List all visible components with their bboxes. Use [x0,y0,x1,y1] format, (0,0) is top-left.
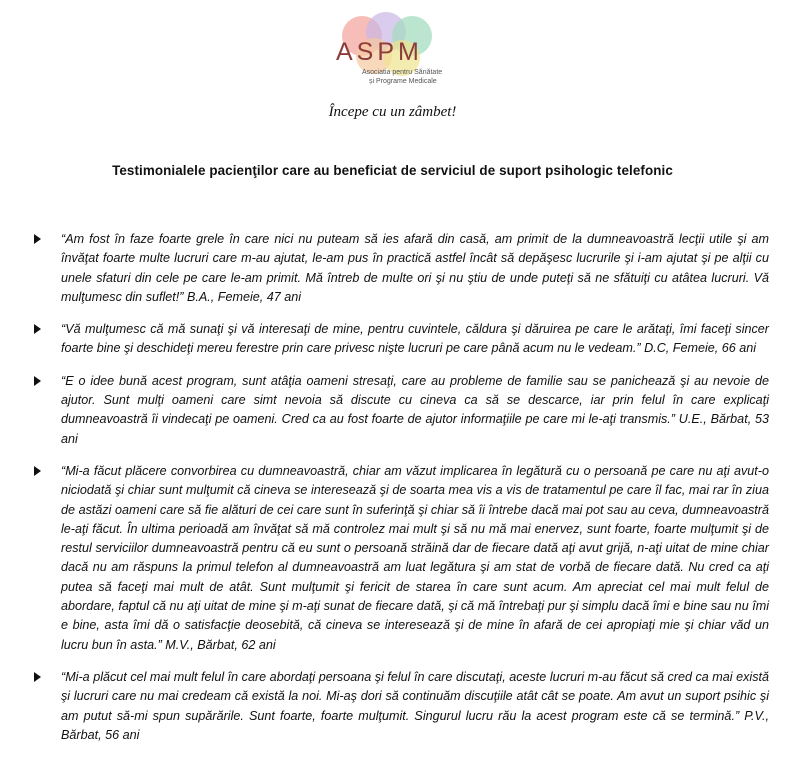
testimonial-text: “E o idee bună acest program, sunt atâţia oameni stresaţi, care au probleme de familie sau se panichează şi au nevoie de ajutor. Sunt mulţi oameni care simt nevoia să discute cu cineva ca să se descarce, iar prin felul în care explicaţi dumneavoastră îi vindecaţi pe oameni. Cred ca au fost foarte de ajutor informaţiile pe care mi le-aţi transmis.” U.E., Bărbat, 53 ani [61,373,769,446]
testimonial-item [34,372,769,449]
testimonial-item [34,230,769,307]
tagline: Începe cu un zâmbet! [328,104,457,120]
testimonial-text: “Mi-a plăcut cel mai mult felul în care abordaţi persoana şi felul în care discutaţi, aceste lucruri m-au făcut să cred ca mai există şi lucruri care nu mai credeam că există la noi. Mi-aş dori să continuăm discuţiile atât cât se poate. Am avut un suport psihic şi am putut să-mi spun supărările. Sunt foarte, foarte mulţumit. Singurul lucru rău la acest program este că se termină.” P.V., Bărbat, 56 ani [61,669,769,742]
testimonial-text: “Am fost în faze foarte grele în care nici nu puteam să ies afară din casă, am primit de la dumneavoastră lecţii utile şi am învăţat foarte multe lucruri care m-au ajutat, le-am pus în practică astfel încât să depăşesc lucrurile şi i-am ajutat şi pe alţii cu unele sfaturi din cele pe care le-am primit. Mă întreb de multe ori şi nu ştiu de unde puteţi să ne sfătuiţi cu atâtea lucruri. Vă mulţumesc din suflet!” B.A., Femeie, 47 ani [61,232,769,304]
svg-text:și Programe Medicale: și Programe Medicale [369,78,437,85]
testimonial-item [34,320,769,359]
testimonial-text: “Vă mulţumesc că mă sunaţi şi vă interesaţi de mine, pentru cuvintele, căldura şi dăruirea pe care le arătaţi, îmi faceţi sincer foarte bine şi deschideţi mereu ferestre prin care privesc nişte lucruri pe care până acum nu le vedeam.” D.C, Femeie, 66 ani [61,322,769,356]
arrow-bullet-icon [34,466,41,476]
testimonial-text: “Mi-a făcut plăcere convorbirea cu dumneavoastră, chiar am văzut implicarea în legătură cu o persoană pe care nu aţi avut-o niciodată şi chiar sunt mulţumit că cineva se interesează şi de soarta mea vis a vis de tratamentul pe care îl fac, mai rar în ziua de astăzi oameni care să fie alături de cei care sunt în suferinţă şi chiar să îi întrebe dacă mai pot sau au ceva, dumneavoastră le-aţi făcut. În ultima perioadă am învăţat să mă controlez mai mult şi să nu mă mai enervez, sunt foarte, foarte mulţumit şi de restul serviciilor dumneavoastră pentru că eu sunt o persoană străină dar de fiecare dată aţi avut grijă, n-aţi uitat de mine chiar dacă nu am răspuns la primul telefon al dumneavoastră am luat legătura şi am stat de vorbă de fiecare dată. Nu cred ca aţi putea să faceţi mai mult de atât. Sunt mulţumit şi fericit de starea în care sunt acum. Am apreciat cel mai mult felul de abordare, faptul că nu aţi uitat de mine şi m-aţi sunat de fiecare dată, şi că mă întrebaţi pur şi simplu dacă îmi e bine sau nu îmi e bine, asta îmi dă o satisfacţie deosebită, că cineva se interesează şi de mine în afară de cei apropiaţi mie şi chiar văd un lucru bun în asta.” M.V., Bărbat, 62 ani [61,463,769,652]
arrow-bullet-icon [34,672,41,682]
testimonials-list [34,230,769,758]
document-title: Testimonialele pacienţilor care au beneficiat de serviciul de suport psihologic telefonic [112,163,673,178]
svg-text:ASPM: ASPM [336,38,423,66]
testimonial-item [34,462,769,655]
svg-text:Asociatia pentru Sănătate: Asociatia pentru Sănătate [362,69,443,76]
testimonial-item [34,668,769,745]
arrow-bullet-icon [34,324,41,334]
aspm-logo [322,8,452,88]
arrow-bullet-icon [34,234,41,244]
arrow-bullet-icon [34,376,41,386]
